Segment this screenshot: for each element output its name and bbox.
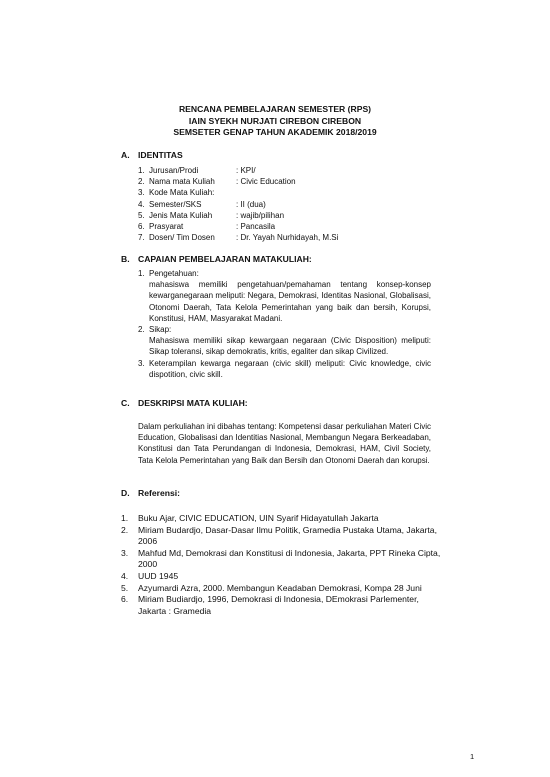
list-item [138, 268, 431, 324]
item-value: : KPI/ [236, 166, 256, 175]
item-text: kewarganegaraan meliputi: Negara, Demokrasi, Identitas Nasional, Globalisasi, Otonomi Daerah, Tata Kelola Pemerintahan yang baik dan bersih, Korupsi, Konstitusi, HAM, Masyarakat Madani. [149, 291, 431, 323]
item-value: : Dr. Yayah Nurhidayah, M.Si [236, 233, 339, 243]
item-text: Mahasiswa memiliki sikap kewargaan negaraan (Civic Disposition) meliputi: Sikap toleransi, sikap demokratis, kritis, egaliter dan sikap Civilized. [149, 336, 431, 357]
section-title: DESKRIPSI MATA KULIAH: [138, 398, 248, 408]
capaian-list [138, 268, 431, 380]
list-item [121, 525, 441, 548]
item-label: Kode Mata Kuliah: [149, 188, 215, 198]
list-item [121, 583, 441, 595]
item-label: Dosen/ Tim Dosen [149, 233, 215, 243]
section-letter: D. [121, 488, 130, 498]
item-number: 1. [121, 513, 129, 523]
list-item [138, 232, 338, 243]
item-number: 1. [138, 166, 145, 175]
section-letter: C. [121, 398, 130, 408]
title-line: RENCANA PEMBELAJARAN SEMESTER (RPS) [178, 104, 372, 114]
section-title: CAPAIAN PEMBELAJARAN MATAKULIAH: [138, 254, 312, 264]
item-text: Keterampilan kewarga negaraan (civic skill) meliputi: Civic knowledge, civic dispotition, civic skill. [149, 358, 431, 379]
item-number: 3. [121, 547, 129, 558]
item-text: mahasiswa memiliki pengetahuan/pemahaman tentang konsep-konsep [149, 280, 431, 290]
item-text: Mahfud Md, Demokrasi dan Konstitusi di Indonesia, Jakarta, PPT Rineka Cipta, 2000 [138, 547, 441, 570]
list-item [138, 165, 338, 176]
item-text: Azyumardi Azra, 2000. Membangun Keadaban Demokrasi, Kompa 28 Juni [138, 582, 422, 593]
title-line: SEMSETER GENAP TAHUN AKADEMIK 2018/2019 [173, 127, 377, 137]
list-item [138, 199, 338, 210]
section-title: IDENTITAS [138, 150, 183, 160]
item-text: UUD 1945 [138, 570, 179, 581]
item-number: 6. [138, 222, 145, 232]
deskripsi-paragraph: Dalam perkuliahan ini dibahas tentang: Kompetensi dasar perkuliahan Materi Civic Education, Globalisasi dan Identitias Nasional, Membangun Negara Berkeadaban, Konstitusi dan Tata Perundangan di Indonesia, Demokrasi, HAM, Civil Society, Tata Kelola Pemerintahan yang Baik dan Bersih dan Otonomi Daerah dan korupsi. [138, 422, 431, 465]
item-heading: Sikap: [149, 325, 172, 335]
section-heading-capaian [121, 254, 312, 265]
section-letter: B. [121, 254, 130, 264]
section-letter: A. [121, 150, 130, 160]
list-item [121, 571, 441, 583]
list-item [121, 548, 441, 571]
item-heading: Pengetahuan: [149, 269, 199, 278]
title-line: IAIN SYEKH NURJATI CIREBON CIREBON [188, 115, 362, 126]
page-number: 1 [470, 752, 475, 761]
list-item [138, 221, 338, 232]
item-number: 2. [138, 325, 145, 335]
item-number: 4. [138, 199, 145, 209]
list-item [138, 176, 338, 187]
item-label: Prasyarat [149, 222, 184, 232]
item-number: 2. [138, 177, 145, 187]
item-text: Miriam Budardjo, Dasar-Dasar Ilmu Politik, Gramedia Pustaka Utama, Jakarta, 2006 [138, 524, 437, 547]
list-item [121, 513, 441, 525]
item-number: 1. [138, 269, 145, 278]
item-number: 5. [121, 582, 129, 593]
item-value: : wajib/pilihan [236, 210, 285, 220]
item-text: Buku Ajar, CIVIC EDUCATION, UIN Syarif Hidayatullah Jakarta [138, 513, 379, 523]
document-title [0, 104, 550, 139]
item-value: : Civic Education [236, 177, 296, 187]
list-item [138, 358, 431, 380]
list-item [138, 324, 431, 358]
item-number: 2. [121, 524, 129, 535]
section-heading-referensi [121, 488, 180, 499]
item-number: 4. [121, 570, 129, 581]
item-value: : II (dua) [236, 199, 266, 209]
section-title: Referensi: [138, 488, 181, 498]
item-label: Semester/SKS [149, 199, 202, 209]
item-number: 3. [138, 358, 145, 368]
section-heading-deskripsi [121, 398, 248, 409]
item-number: 5. [138, 210, 145, 220]
item-number: 3. [138, 188, 145, 198]
item-label: Jenis Mata Kuliah [149, 210, 213, 220]
list-item [138, 187, 338, 198]
item-number: 6. [121, 594, 129, 605]
identitas-list [138, 165, 338, 243]
item-label: Nama mata Kuliah [149, 177, 215, 187]
section-heading-identitas [121, 150, 183, 161]
item-label: Jurusan/Prodi [149, 166, 199, 175]
referensi-list [121, 513, 441, 617]
item-number: 7. [138, 233, 145, 243]
item-text: Miriam Budiardjo, 1996, Demokrasi di Indonesia, DEmokrasi Parlementer, Jakarta : Gramedia [138, 594, 419, 616]
list-item [138, 210, 338, 221]
list-item [121, 594, 441, 617]
item-value: : Pancasila [236, 222, 276, 232]
